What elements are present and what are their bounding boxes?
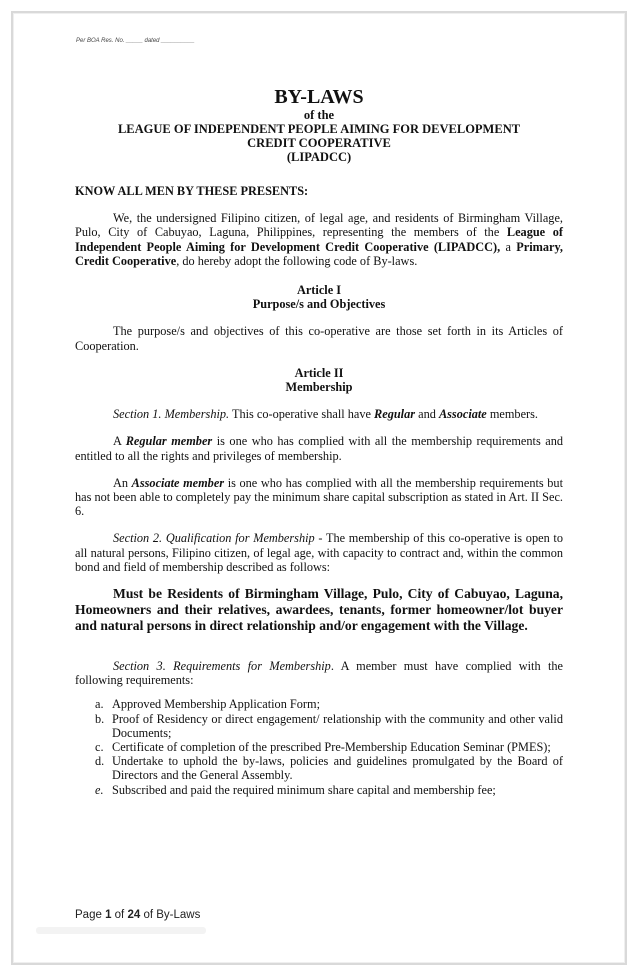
associate-def-term: Associate member [131,475,225,490]
intro-text-2: a [500,239,517,254]
section-1-paragraph [75,407,563,421]
article-1-title: Purpose/s and Objectives [252,297,386,312]
subtitle-line-2: CREDIT COOPERATIVE [247,136,391,150]
list-marker: c. [95,740,104,755]
section-1-and: and [415,407,439,422]
associate-def-article: An [113,475,132,490]
section-2-label: Section 2. Qualification for Membership [113,531,315,546]
article-2-number: Article II [294,365,344,380]
regular-def-term: Regular member [125,434,213,449]
intro-coop-type: Primary, Credit Cooperative [75,239,563,268]
subtitle-line-3: (LIPADCC) [286,150,352,164]
know-all-men-heading: KNOW ALL MEN BY THESE PRESENTS: [75,184,309,198]
subtitle-line-1: LEAGUE OF INDEPENDENT PEOPLE AIMING FOR DEVELOPMENT [117,122,521,136]
intro-coop-name: League of Independent People Aiming for Development Credit Cooperative (LIPADCC), [75,225,563,254]
article-1-number: Article I [296,283,342,298]
list-marker: b. [95,711,105,726]
associate-member-definition [75,476,563,519]
section-1-text-1: This co-operative shall have [229,407,375,422]
article-1-text: The purpose/s and objectives of this co-operative are those set forth in its Articles of Cooperation. [75,324,563,353]
document-title: BY-LAWS [274,86,364,108]
list-item-text: Approved Membership Application Form; [112,697,320,712]
intro-text-1: We, the undersigned Filipino citizen, of legal age, and residents of Birmingham Village, Pulo, City of Cabuyao, Laguna, Philippines, representing the members of the [75,211,563,240]
faded-watermark [36,927,206,934]
footer-total-pages: 24 [127,909,141,921]
page-footer [75,909,200,921]
list-item [75,754,563,782]
document-body [75,86,563,797]
section-3-paragraph [75,659,563,687]
section-1-associate: Associate [438,407,487,422]
section-1-regular: Regular [374,407,416,422]
regular-def-article: A [113,434,126,449]
list-marker: a. [95,697,104,712]
article-1-heading [75,283,563,311]
intro-paragraph [75,211,563,268]
section-2-text: - The membership of this co-operative is open to all natural persons, Filipino citizen, of legal age, with capacity to contract and, within the common bond and field of membership described as follows: [75,531,563,574]
intro-text-3: , do hereby adopt the following code of By-laws. [176,253,418,268]
list-item [75,740,563,754]
footer-suffix: of By-Laws [140,909,201,921]
section-3-label: Section 3. Requirements for Membership [113,659,331,674]
board-resolution-note: Per BOA Res. No. _____ dated __________ [76,38,195,44]
list-item-text: Proof of Residency or direct engagement/ relationship with the community and other valid Documents; [112,711,563,740]
list-item-text: Subscribed and paid the required minimum share capital and membership fee; [112,782,496,797]
footer-page-word: Page [75,909,106,921]
section-2-paragraph [75,531,563,574]
article-2-heading [75,366,563,394]
list-item-text: Undertake to uphold the by-laws, policies and guidelines promulgated by the Board of Directors and the General Assembly. [112,754,563,783]
list-item [75,697,563,711]
list-marker: d. [95,754,105,769]
subtitle-of-the: of the [303,108,335,122]
requirements-list [75,697,563,796]
footer-of-word: of [111,909,128,921]
section-3-text: . A member must have complied with the following requirements: [75,659,563,688]
list-item [75,712,563,740]
section-1-label: Section 1. Membership. [113,407,230,422]
regular-member-definition [75,434,563,462]
list-item [75,783,563,797]
article-2-title: Membership [285,380,353,395]
list-item-text: Certificate of completion of the prescribed Pre-Membership Education Seminar (PMES); [112,740,551,755]
regular-def-text: is one who has complied with all the membership requirements and entitled to all the rights and privileges of membership. [75,434,564,463]
footer-page-number: 1 [105,909,112,921]
list-marker: e. [95,782,104,797]
residency-requirement: Must be Residents of Birmingham Village, Pulo, City of Cabuyao, Laguna, Homeowners and their relatives, awardees, tenants, former homeowner/lot buyer and natural persons in direct relationship and/or engagement with the Village. [75,586,563,634]
section-1-text-2: members. [486,407,538,422]
associate-def-text: is one who has complied with all the membership requirements but has not been able to completely pay the minimum share capital subscription as stated in Art. II Sec. 6. [75,475,563,519]
